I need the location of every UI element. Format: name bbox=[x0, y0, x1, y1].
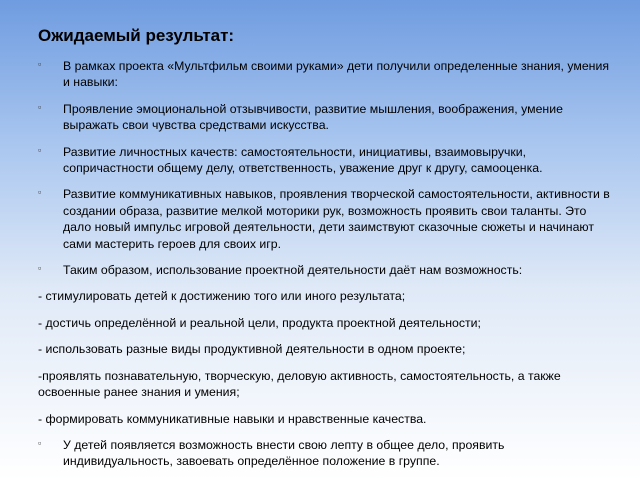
bullet-marker-icon: ▫ bbox=[38, 437, 42, 448]
bullet-marker-icon: ▫ bbox=[38, 59, 42, 69]
dash-paragraph: - стимулировать детей к достижению того или иного результата; bbox=[38, 289, 406, 304]
bullet-paragraph bbox=[38, 58, 610, 91]
bullet-marker-icon: ▫ bbox=[38, 263, 42, 274]
slide-content bbox=[38, 58, 610, 470]
paragraph-text: Развитие личностных качеств: самостоятельности, инициативы, взаимовыручки, сопричастности общему делу, ответственность, уважение друг к другу, самооценка. bbox=[63, 144, 543, 176]
paragraph-text: Таким образом, использование проектной деятельности даёт нам возможность: bbox=[63, 263, 523, 278]
bullet-paragraph bbox=[38, 101, 610, 134]
bullet-paragraph bbox=[38, 437, 610, 470]
dash-paragraph: - достичь определённой и реальной цели, продукта проектной деятельности; bbox=[38, 315, 481, 330]
bullet-marker-icon: ▫ bbox=[38, 187, 42, 198]
bullet-marker-icon: ▫ bbox=[38, 101, 42, 112]
paragraph-text: Развитие коммуникативных навыков, проявления творческой самостоятельности, активности в создании образа, развитие мелкой моторики рук, возможность проявить свои таланты. Это дало новый импульс игровой деятельности, дети заимствуют сказочные сюжеты и начинают сами мастерить героев для своих игр. bbox=[63, 187, 610, 251]
bullet-paragraph bbox=[38, 262, 610, 278]
bullet-paragraph bbox=[38, 144, 610, 177]
paragraph-text: Проявление эмоциональной отзывчивости, развитие мышления, воображения, умение выражать свои чувства средствами искусства. bbox=[63, 101, 563, 133]
bullet-marker-icon: ▫ bbox=[38, 144, 42, 155]
dash-paragraph: - использовать разные виды продуктивной деятельности в одном проекте; bbox=[38, 342, 466, 357]
dash-paragraph: -проявлять познавательную, творческую, деловую активность, самостоятельность, а также освоенные ранее знания и умения; bbox=[38, 368, 561, 400]
bullet-paragraph bbox=[38, 186, 610, 252]
paragraph-text: В рамках проекта «Мультфильм своими руками» дети получили определенные знания, умения и навыки: bbox=[63, 59, 609, 90]
paragraph-text: У детей появляется возможность внести свою лепту в общее дело, проявить индивидуальность, завоевать определённое положение в группе. bbox=[63, 437, 505, 469]
dash-paragraph: - формировать коммуникативные навыки и нравственные качества. bbox=[38, 411, 427, 426]
slide-title: Ожидаемый результат: bbox=[38, 26, 235, 45]
